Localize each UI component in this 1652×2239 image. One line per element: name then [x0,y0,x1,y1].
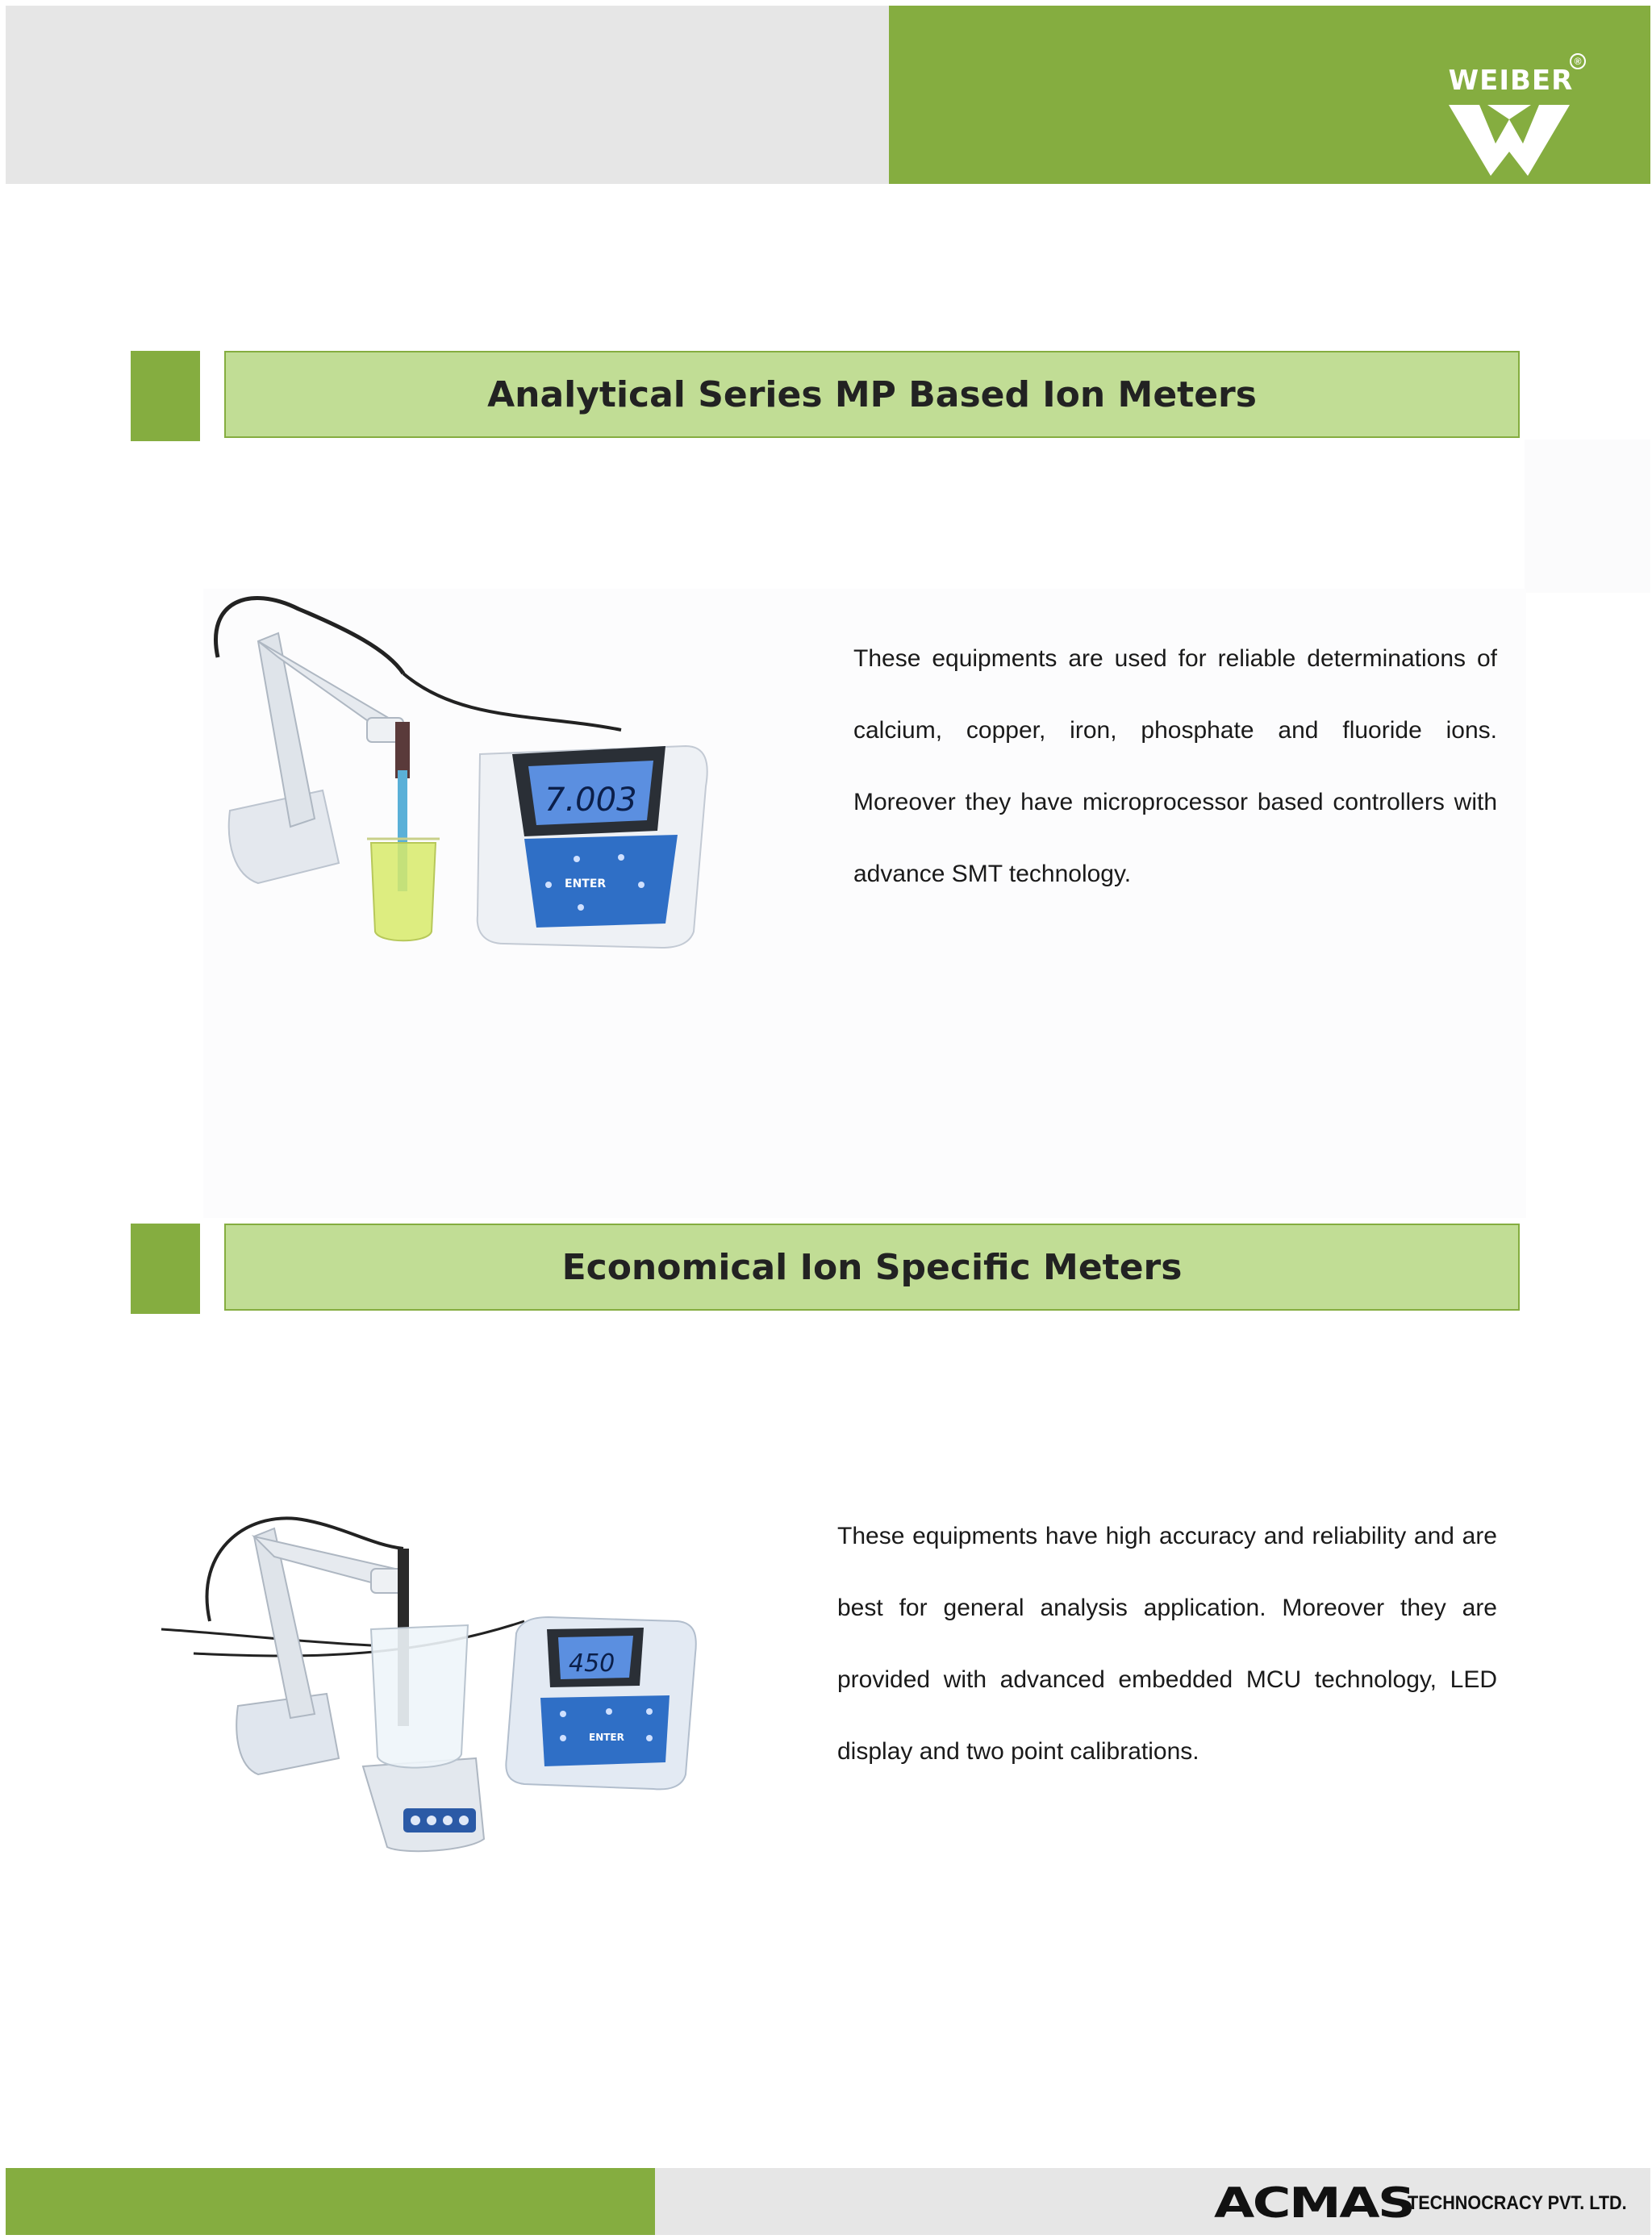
footer-green-band [6,2168,655,2235]
section-marker [131,351,200,441]
description-line: Moreover they have microprocessor based controllers with [853,789,1497,815]
description-line: provided with advanced embedded MCU technology, LED [837,1666,1497,1693]
ion-meter-product-image [161,1500,710,1863]
ion-meter-product-image [202,585,718,956]
meter-display-reading: 7.003 [544,782,637,819]
description-line: display and two point calibrations. [837,1738,1199,1765]
w-logo-icon [1449,97,1570,177]
section-title: Analytical Series MP Based Ion Meters [487,373,1257,415]
header-gray-band [6,6,889,184]
section-heading-bar [224,1224,1520,1311]
section-marker [131,1224,200,1314]
meter-enter-key-label: ENTER [589,1732,624,1743]
description-line: calcium, copper, iron, phosphate and fluoride ions. [853,717,1497,744]
description-line: advance SMT technology. [853,861,1132,887]
weiber-logo [1434,48,1596,186]
meter-enter-key-label: ENTER [565,878,607,890]
logo-text: WEIBER [1448,65,1574,97]
description-line: These equipments are used for reliable determinations of [853,645,1497,672]
background-shade [1525,440,1650,593]
meter-display-reading: 450 [569,1649,615,1678]
section-description [837,1500,1497,1787]
company-suffix: TECHNOCRACY PVT. LTD. [1408,2192,1627,2214]
description-line: These equipments have high accuracy and reliability and are [837,1523,1497,1549]
acmas-brand-logo: ACMAS [1214,2179,1414,2228]
section-heading-bar [224,351,1520,438]
description-line: best for general analysis application. Moreover they are [837,1595,1497,1621]
registered-mark: ® [1570,53,1586,69]
section-description [853,623,1497,910]
section-title: Economical Ion Specific Meters [561,1246,1183,1288]
